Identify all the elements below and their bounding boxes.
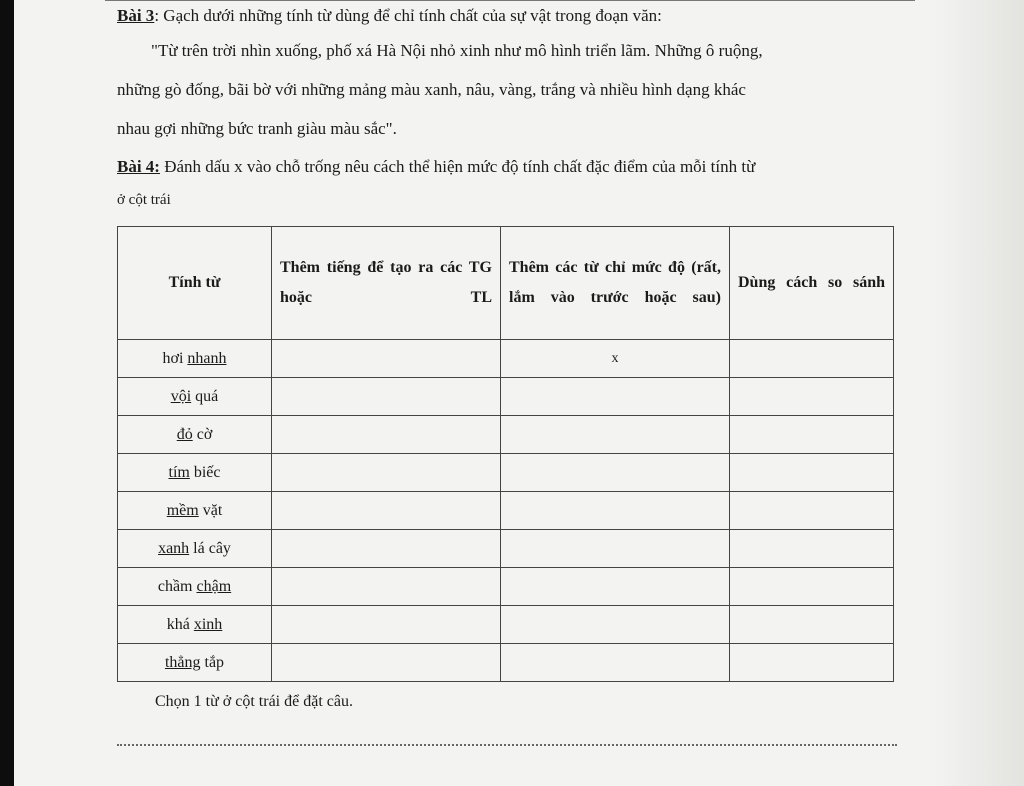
header-degree-words: Thêm các từ chỉ mức độ (rất, lắm vào trước hoặc sau)	[501, 227, 730, 340]
exercise-3-label: Bài 3	[117, 6, 155, 25]
top-rule	[105, 0, 915, 1]
answer-cell[interactable]	[272, 568, 501, 606]
table-row	[118, 454, 894, 492]
exercise-4-text: Đánh dấu x vào chỗ trống nêu cách thể hiện mức độ tính chất đặc điểm của mỗi tính từ	[159, 157, 756, 176]
adjective-cell: mềm vặt	[118, 492, 272, 530]
answer-cell[interactable]	[730, 454, 894, 492]
adjective-cell: hơi nhanh	[118, 340, 272, 378]
exercise-3-heading	[117, 6, 662, 26]
exercise-4-text-continued: ở cột trái	[117, 192, 171, 208]
exercise-4-label: Bài 4:	[117, 157, 160, 176]
table-row	[118, 568, 894, 606]
table-row	[118, 606, 894, 644]
answer-cell[interactable]	[730, 416, 894, 454]
passage-line-2: những gò đống, bãi bờ với những mảng màu xanh, nâu, vàng, trắng và nhiều hình dạng khác	[117, 80, 746, 99]
table-row	[118, 378, 894, 416]
answer-cell[interactable]	[730, 606, 894, 644]
answer-cell[interactable]	[272, 340, 501, 378]
table-row	[118, 340, 894, 378]
sentence-instruction: Chọn 1 từ ở cột trái để đặt câu.	[155, 693, 353, 710]
table-row	[118, 492, 894, 530]
adjective-table	[117, 226, 894, 682]
answer-cell[interactable]	[272, 644, 501, 682]
adjective-cell: đỏ cờ	[118, 416, 272, 454]
header-adjective: Tính từ	[118, 227, 272, 340]
answer-cell[interactable]	[730, 340, 894, 378]
answer-cell[interactable]	[501, 416, 730, 454]
adjective-cell: tím biếc	[118, 454, 272, 492]
adjective-cell: xanh lá cây	[118, 530, 272, 568]
answer-cell[interactable]	[730, 644, 894, 682]
table-row	[118, 530, 894, 568]
answer-cell[interactable]	[272, 454, 501, 492]
exercise-4-heading	[117, 157, 755, 177]
adjective-cell: khá xinh	[118, 606, 272, 644]
adjective-cell: chầm chậm	[118, 568, 272, 606]
answer-cell[interactable]	[501, 454, 730, 492]
exercise-3-text: : Gạch dưới những tính từ dùng để chỉ tính chất của sự vật trong đoạn văn:	[154, 6, 662, 25]
answer-cell[interactable]	[501, 530, 730, 568]
table-header-row	[118, 227, 894, 340]
answer-dotted-line[interactable]	[117, 744, 897, 746]
answer-cell[interactable]	[501, 606, 730, 644]
adjective-cell: vội quá	[118, 378, 272, 416]
passage-line-3: nhau gợi những bức tranh giàu màu sắc".	[117, 119, 397, 138]
table-row	[118, 416, 894, 454]
answer-cell[interactable]	[501, 644, 730, 682]
dark-left-edge	[0, 0, 14, 786]
answer-cell[interactable]	[272, 416, 501, 454]
answer-cell[interactable]	[501, 378, 730, 416]
answer-cell[interactable]	[501, 492, 730, 530]
header-comparison: Dùng cách so sánh	[730, 227, 894, 340]
table-row	[118, 644, 894, 682]
answer-cell[interactable]	[501, 568, 730, 606]
answer-cell[interactable]	[730, 530, 894, 568]
answer-cell[interactable]	[730, 492, 894, 530]
answer-cell[interactable]	[272, 530, 501, 568]
passage-line-1: "Từ trên trời nhìn xuống, phố xá Hà Nội nhỏ xinh như mô hình triển lãm. Những ô ruộng,	[151, 41, 763, 60]
answer-cell[interactable]	[730, 378, 894, 416]
answer-cell[interactable]: x	[501, 340, 730, 378]
answer-cell[interactable]	[272, 492, 501, 530]
answer-cell[interactable]	[272, 606, 501, 644]
adjective-cell: thẳng tắp	[118, 644, 272, 682]
page-shadow	[934, 0, 1024, 786]
header-add-syllable: Thêm tiếng để tạo ra các TG hoặc TL	[272, 227, 501, 340]
answer-cell[interactable]	[730, 568, 894, 606]
answer-cell[interactable]	[272, 378, 501, 416]
